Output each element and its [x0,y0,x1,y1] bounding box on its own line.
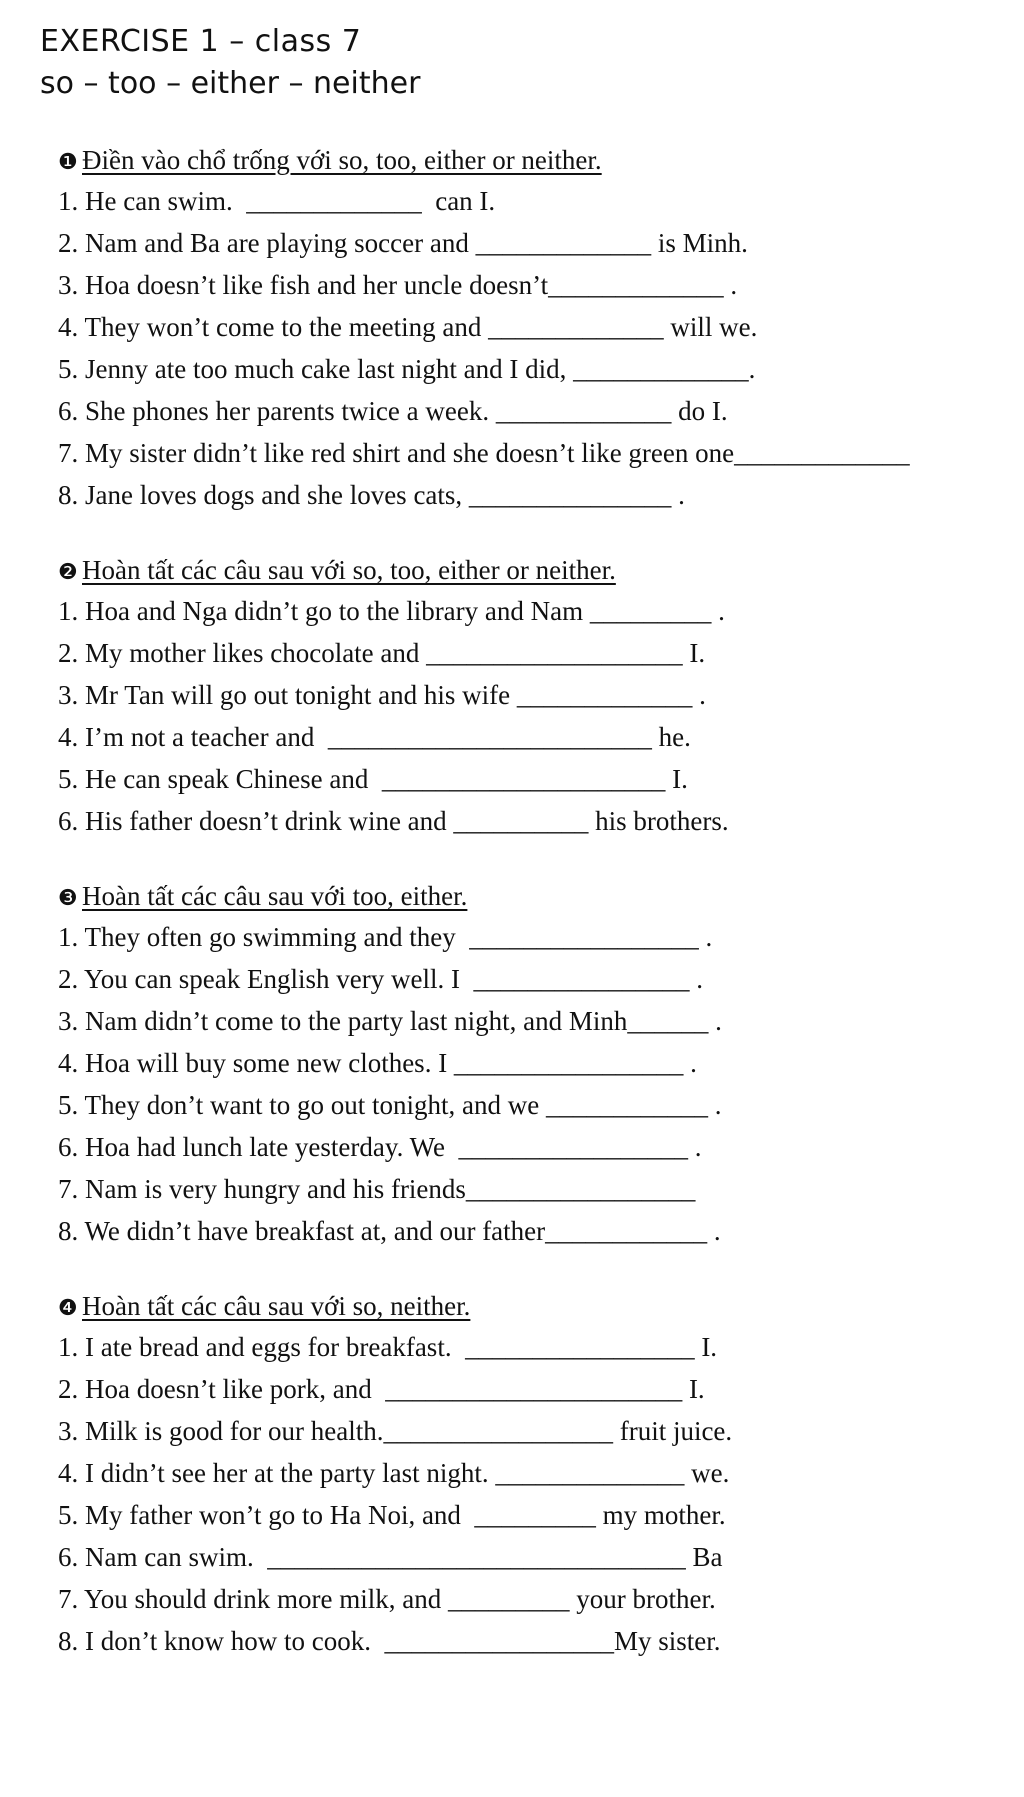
exercise-item: 5. My father won’t go to Ha Noi, and _________ my mother. [58,1500,726,1530]
exercise-item: 6. She phones her parents twice a week. _____________ do I. [58,396,728,426]
exercise-item: 6. Hoa had lunch late yesterday. We _________________ . [58,1132,702,1162]
section-title [58,140,1018,180]
section-title [58,550,1018,590]
exercise-item: 1. I ate bread and eggs for breakfast. _________________ I. [58,1332,718,1362]
exercise-item: 7. My sister didn’t like red shirt and she doesn’t like green one_____________ [58,438,910,468]
section-3 [58,876,1018,1252]
exercise-item: 3. Hoa doesn’t like fish and her uncle doesn’t_____________ . [58,270,738,300]
section-instruction: Hoàn tất các câu sau với so, too, either or neither. [82,555,616,585]
exercise-item: 4. Hoa will buy some new clothes. I _________________ . [58,1048,697,1078]
exercise-item: 8. I don’t know how to cook. _________________My sister. [58,1626,721,1656]
section-instruction: Hoàn tất các câu sau với too, either. [82,881,468,911]
section-title [58,876,1018,916]
exercise-item: 5. He can speak Chinese and _____________________ I. [58,764,688,794]
exercise-item: 2. Hoa doesn’t like pork, and ______________________ I. [58,1374,705,1404]
exercise-item: 8. Jane loves dogs and she loves cats, _______________ . [58,480,685,510]
section-instruction: Hoàn tất các câu sau với so, neither. [82,1291,471,1321]
section-instruction: Điền vào chổ trống với so, too, either or neither. [82,145,602,175]
exercise-item: 3. Milk is good for our health._________________ fruit juice. [58,1416,733,1446]
section-number-badge: ❹ [58,1296,78,1321]
section-4 [58,1286,1018,1662]
exercise-item: 4. I’m not a teacher and ________________________ he. [58,722,691,752]
exercise-item: 5. Jenny ate too much cake last night and I did, _____________. [58,354,756,384]
exercise-item: 4. They won’t come to the meeting and _____________ will we. [58,312,758,342]
exercise-item: 7. Nam is very hungry and his friends_________________ [58,1174,696,1204]
exercise-item: 2. Nam and Ba are playing soccer and _____________ is Minh. [58,228,748,258]
exercise-item: 8. We didn’t have breakfast at, and our father____________ . [58,1216,721,1246]
exercise-subtitle: so – too – either – neither [40,66,421,101]
exercise-item: 6. His father doesn’t drink wine and __________ his brothers. [58,806,729,836]
exercise-item: 3. Mr Tan will go out tonight and his wife _____________ . [58,680,706,710]
exercise-title: EXERCISE 1 – class 7 [40,24,362,59]
section-2 [58,550,1018,842]
section-1 [58,140,1018,516]
exercise-item: 1. They often go swimming and they _________________ . [58,922,713,952]
section-number-badge: ❸ [58,886,78,911]
exercise-item: 5. They don’t want to go out tonight, and we ____________ . [58,1090,722,1120]
exercise-item: 3. Nam didn’t come to the party last night, and Minh______ . [58,1006,722,1036]
worksheet-header [40,22,420,104]
exercise-item: 1. He can swim. _____________ can I. [58,186,496,216]
exercise-item: 6. Nam can swim. _______________________________ Ba [58,1542,723,1572]
exercise-item: 7. You should drink more milk, and _________ your brother. [58,1584,716,1614]
worksheet-body [58,140,1018,1696]
exercise-item: 2. My mother likes chocolate and ___________________ I. [58,638,706,668]
section-title [58,1286,1018,1326]
exercise-item: 4. I didn’t see her at the party last night. ______________ we. [58,1458,730,1488]
exercise-item: 1. Hoa and Nga didn’t go to the library and Nam _________ . [58,596,725,626]
section-number-badge: ❷ [58,560,78,585]
section-number-badge: ❶ [58,150,78,175]
exercise-item: 2. You can speak English very well. I ________________ . [58,964,703,994]
